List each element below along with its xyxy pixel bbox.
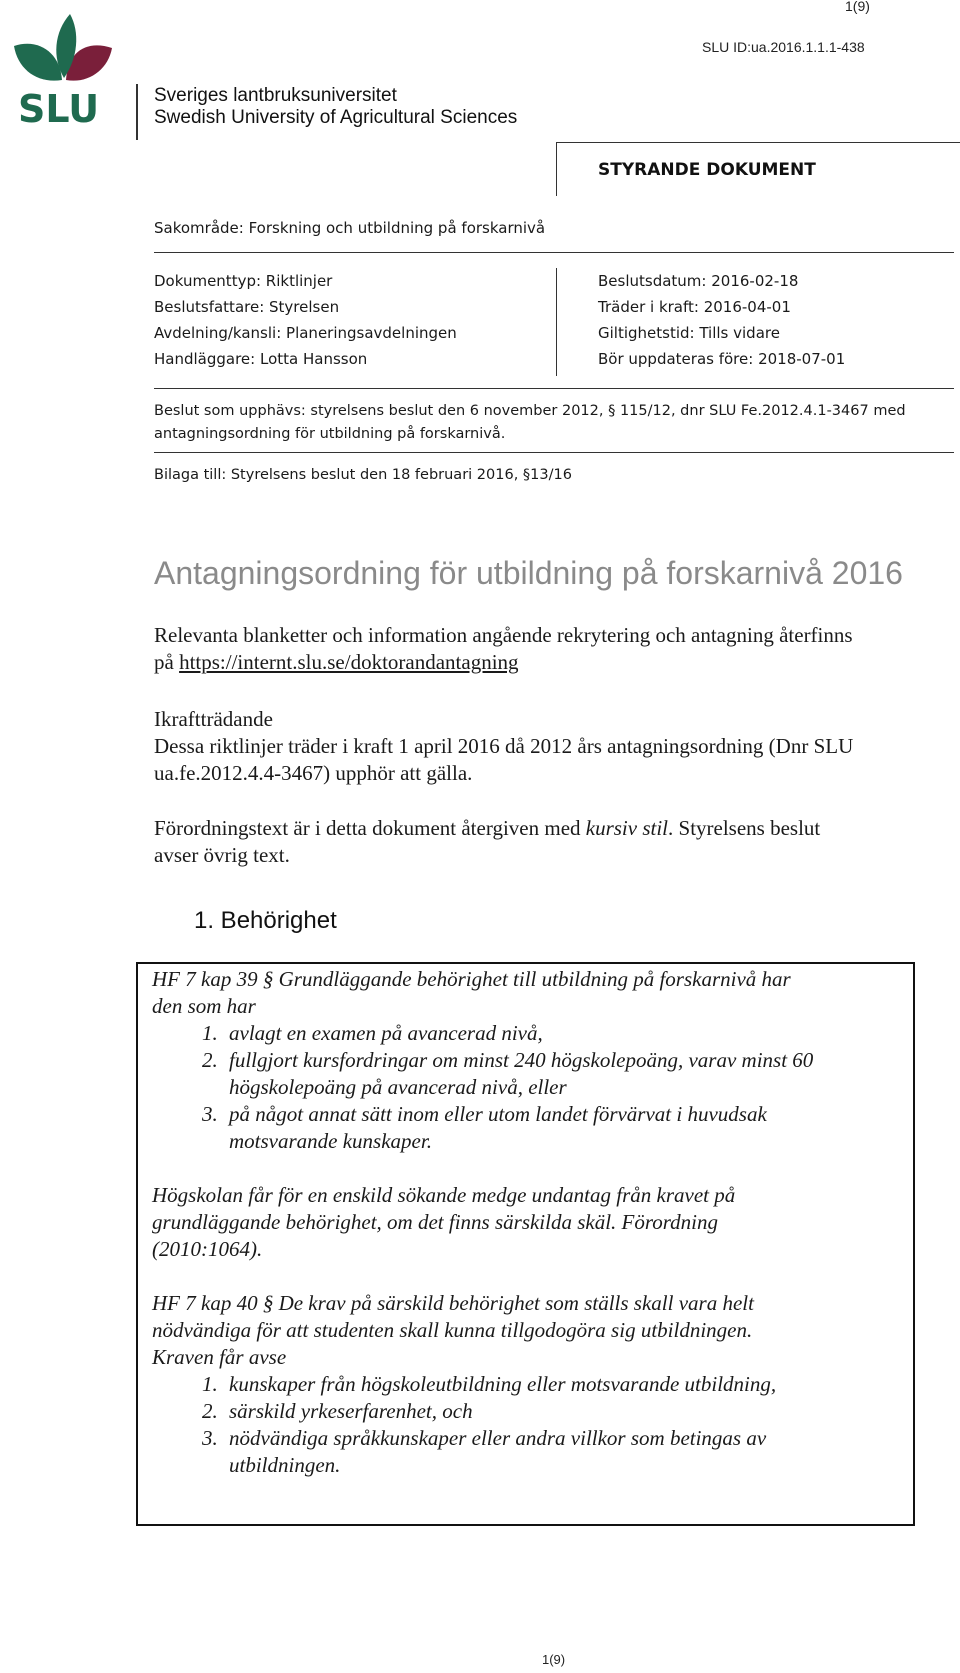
box-p3-line-3: Kraven får avse (152, 1345, 287, 1369)
slu-logo (8, 10, 120, 128)
list-number: 2. (202, 1048, 218, 1072)
intro-line-1: Relevanta blanketter och information angående rekrytering och antagning återfinns (154, 623, 853, 647)
intro-line-2 (154, 649, 954, 676)
entry-line-2: ua.fe.2012.4.4-3467) upphör att gälla. (154, 761, 473, 785)
metadata-divider (556, 268, 557, 376)
document-type: Dokumenttyp: Riktlinjer (154, 272, 333, 290)
list-text: kunskaper från högskoleutbildning eller motsvarande utbildning, (229, 1372, 777, 1396)
ordinance-line-2: avser övrig text. (154, 843, 290, 867)
list-number: 2. (202, 1399, 218, 1423)
basic-eligibility-list (152, 1020, 902, 1155)
ordinance-line-1 (154, 815, 954, 842)
university-name-en: Swedish University of Agricultural Sciences (154, 107, 518, 128)
metadata-right (598, 268, 958, 372)
document-title: Antagningsordning för utbildning på forskarnivå 2016 (154, 555, 903, 591)
document-id: SLU ID:ua.2016.1.1.1-438 (702, 39, 865, 55)
list-number: 3. (202, 1426, 218, 1450)
revoked-divider (154, 452, 954, 453)
university-name-sv: Sveriges lantbruksuniversitet (154, 85, 397, 106)
department: Avdelning/kansli: Planeringsavdelningen (154, 324, 457, 342)
list-item (152, 1047, 902, 1101)
ordinance-note (154, 815, 954, 869)
svg-text:SLU: SLU (18, 87, 100, 128)
list-text: särskild yrkeserfarenhet, och (229, 1399, 473, 1423)
metadata-left (154, 268, 534, 372)
section-heading-behorighet: 1. Behörighet (194, 907, 337, 934)
case-officer: Handläggare: Lotta Hansson (154, 350, 368, 368)
document-category: STYRANDE DOKUMENT (598, 160, 816, 180)
page-number-footer: 1(9) (542, 1652, 566, 1667)
special-eligibility-list (152, 1371, 902, 1479)
box-p3-line-1: HF 7 kap 40 § De krav på särskild behörighet som ställs skall vara helt (152, 1291, 754, 1315)
list-number: 3. (202, 1102, 218, 1126)
header-divider-vertical (136, 84, 138, 140)
list-number: 1. (202, 1021, 218, 1045)
box-p1-line-2: den som har (152, 994, 256, 1018)
effective-date: Träder i kraft: 2016-04-01 (598, 298, 791, 316)
list-text: avlagt en examen på avancerad nivå, (229, 1021, 543, 1045)
revoked-line-1: Beslut som upphävs: styrelsens beslut den 6 november 2012, § 115/12, dnr SLU Fe.2012.4.1-3467 med (154, 403, 906, 419)
box-p3-line-2: nödvändiga för att studenten skall kunna tillgodogöra sig utbildningen. (152, 1318, 753, 1342)
entry-line-1: Dessa riktlinjer träder i kraft 1 april 2016 då 2012 års antagningsordning (Dnr SLU (154, 734, 854, 758)
list-item (152, 1425, 902, 1479)
revoked-line-2: antagningsordning för utbildning på forskarnivå. (154, 426, 506, 442)
update-before: Bör uppdateras före: 2018-07-01 (598, 350, 846, 368)
list-item (152, 1398, 902, 1425)
appendix-note: Bilaga till: Styrelsens beslut den 18 februari 2016, §13/16 (154, 467, 572, 483)
subject-area: Sakområde: Forskning och utbildning på forskarnivå (154, 219, 546, 237)
entry-into-force-section (154, 706, 954, 787)
box-p2-line-2: grundläggande behörighet, om det finns särskilda skäl. Förordning (152, 1210, 719, 1234)
box-p2-line-3: (2010:1064). (152, 1237, 263, 1261)
subject-divider (154, 252, 954, 253)
list-text: fullgjort kursfordringar om minst 240 högskolepoäng, varav minst 60 högskolepoäng på avancerad nivå, eller (229, 1048, 814, 1099)
list-number: 1. (202, 1372, 218, 1396)
list-text: på något annat sätt inom eller utom landet förvärvat i huvudsak motsvarande kunskaper. (229, 1102, 767, 1153)
box-p1-line-1: HF 7 kap 39 § Grundläggande behörighet till utbildning på forskarnivå har (152, 967, 791, 991)
page-number-top: 1(9) (845, 0, 870, 14)
ordinance-italic: kursiv stil (585, 816, 669, 840)
intro-prefix: på (154, 650, 174, 674)
doktorandantagning-link[interactable]: https://internt.slu.se/doktorandantagning (179, 650, 519, 674)
ordinance-text-post: . Styrelsens beslut (668, 816, 821, 840)
list-text: nödvändiga språkkunskaper eller andra villkor som betingas av utbildningen. (229, 1426, 767, 1477)
slu-leaf-icon (8, 10, 120, 128)
ordinance-text-pre: Förordningstext är i detta dokument återgiven med (154, 816, 581, 840)
list-item (152, 1101, 902, 1155)
validity: Giltighetstid: Tills vidare (598, 324, 780, 342)
revoked-decision (154, 400, 906, 446)
decision-date: Beslutsdatum: 2016-02-18 (598, 272, 799, 290)
metadata-bottom-divider (154, 388, 954, 389)
intro-paragraph (154, 622, 954, 676)
list-item (152, 1020, 902, 1047)
entry-heading: Ikraftträdande (154, 707, 273, 731)
box-p2-line-1: Högskolan får för en enskild sökande medge undantag från kravet på (152, 1183, 736, 1207)
decision-maker: Beslutsfattare: Styrelsen (154, 298, 340, 316)
list-item (152, 1371, 902, 1398)
category-divider-horizontal (556, 142, 960, 143)
ordinance-box-content (152, 966, 902, 1479)
category-divider-vertical (556, 142, 557, 196)
